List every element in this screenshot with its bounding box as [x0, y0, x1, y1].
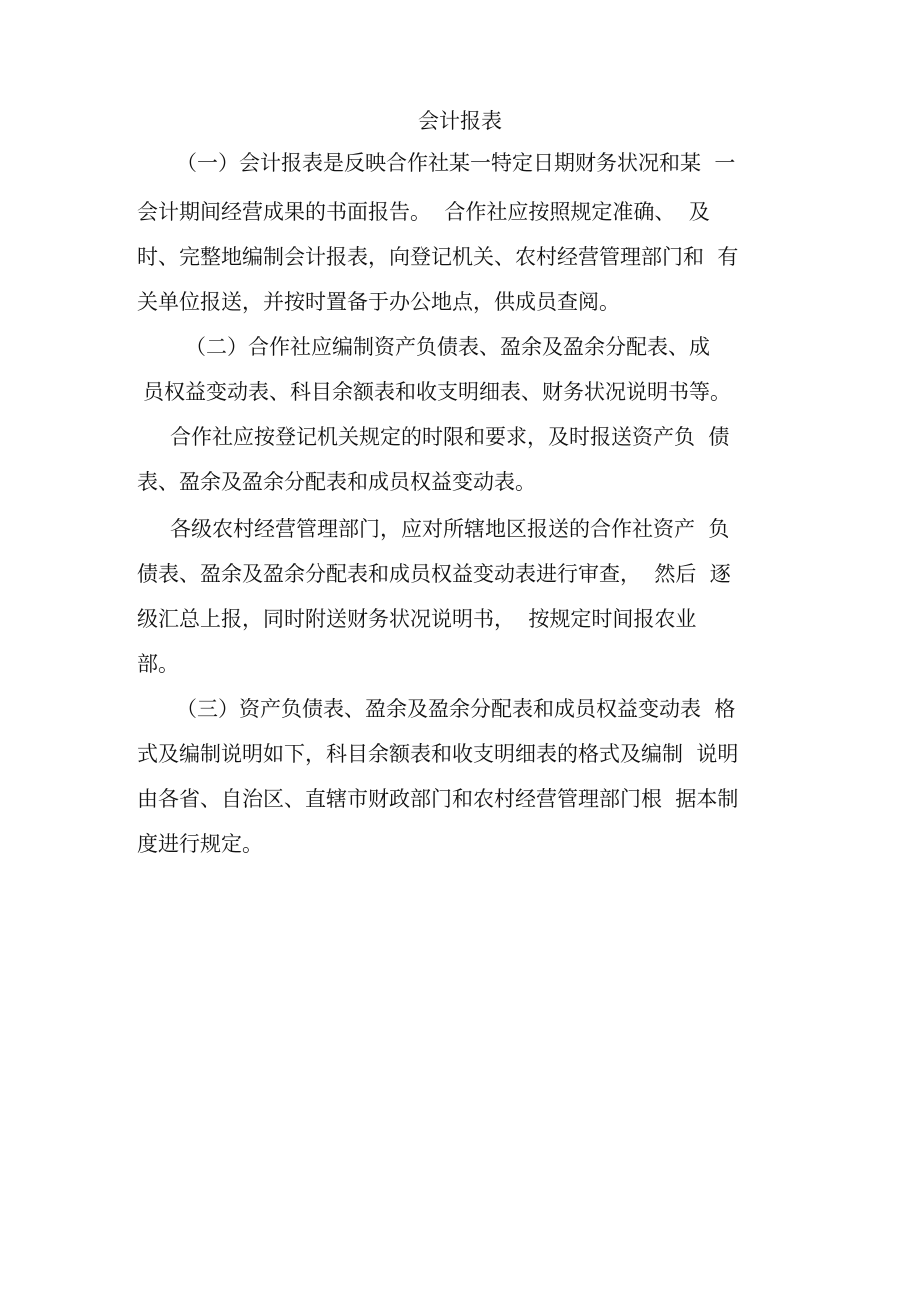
paragraph-5-line-1: （三）资产负债表、盈余及盈余分配表和成员权益变动表 格 — [176, 697, 736, 721]
paragraph-4-line-2: 债表、盈余及盈余分配表和成员权益变动表进行审查， 然后 逐 — [137, 562, 731, 586]
paragraph-4-line-3: 级汇总上报，同时附送财务状况说明书， 按规定时间报农业 — [137, 607, 697, 631]
paragraph-1-line-3: 时、完整地编制会计报表，向登记机关、农村经营管理部门和 有 — [137, 245, 739, 269]
document-title: 会计报表 — [418, 109, 502, 133]
paragraph-2-line-1: （二）合作社应编制资产负债表、盈余及盈余分配表、成 — [185, 335, 710, 359]
paragraph-3-line-1: 合作社应按登记机关规定的时限和要求，及时报送资产负 债 — [170, 425, 730, 449]
paragraph-5-line-2: 式及编制说明如下，科目余额表和收支明细表的格式及编制 说明 — [137, 742, 739, 766]
paragraph-5-line-3: 由各省、自治区、直辖市财政部门和农村经营管理部门根 据本制 — [137, 787, 739, 811]
paragraph-5-line-4: 度进行规定。 — [137, 832, 263, 856]
paragraph-2-line-2: 员权益变动表、科目余额表和收支明细表、财务状况说明书等。 — [143, 380, 731, 404]
paragraph-3-line-2: 表、盈余及盈余分配表和成员权益变动表。 — [137, 470, 536, 494]
paragraph-4-line-4: 部。 — [137, 652, 179, 676]
paragraph-4-line-1: 各级农村经营管理部门，应对所辖地区报送的合作社资产 负 — [170, 517, 730, 541]
paragraph-1-line-2: 会计期间经营成果的书面报告。 合作社应按照规定准确、 及 — [137, 200, 710, 224]
paragraph-1-line-1: （一）会计报表是反映合作社某一特定日期财务状况和某 一 — [176, 151, 736, 175]
paragraph-1-line-4: 关单位报送，并按时置备于办公地点，供成员查阅。 — [137, 290, 620, 314]
